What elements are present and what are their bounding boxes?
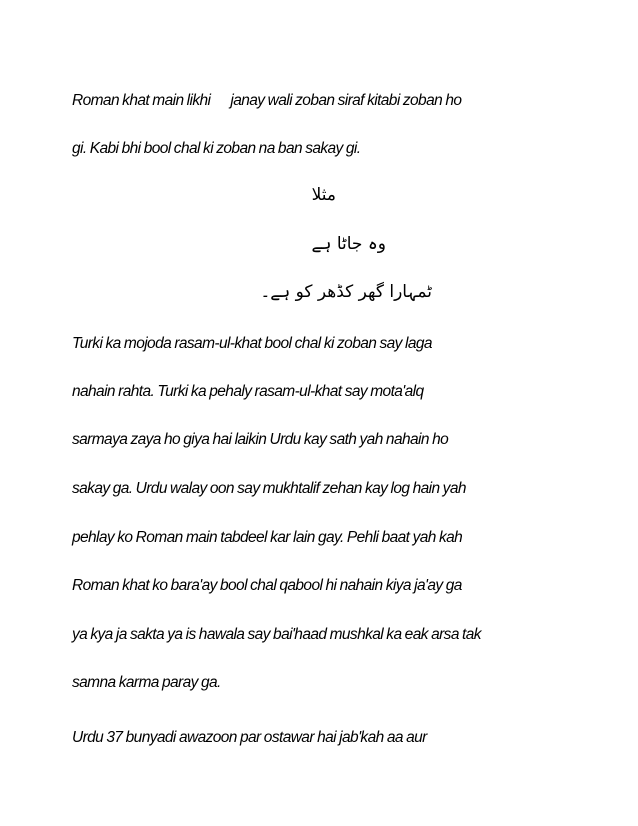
paragraph-3-line-1: Urdu 37 bunyadi awazoon par ostawar hai jab'kah aa aur bbox=[72, 729, 427, 746]
paragraph-2-line-7: ya kya ja sakta ya is hawala say bai'haad mushkal ka eak arsa tak bbox=[72, 626, 481, 643]
paragraph-1-line-2: gi. Kabi bhi bool chal ki zoban na ban sakay gi. bbox=[72, 140, 361, 157]
urdu-example-line-1 bbox=[312, 233, 387, 255]
paragraph-2-line-2: nahain rahta. Turki ka pehaly rasam-ul-khat say mota'alq bbox=[72, 383, 424, 400]
paragraph-2-line-4: sakay ga. Urdu walay oon say mukhtalif zehan kay log hain yah bbox=[72, 480, 466, 497]
paragraph-1-line-1a: Roman khat main likhi bbox=[72, 92, 211, 109]
urdu-heading-text: مثلا bbox=[311, 185, 336, 205]
paragraph-2-line-3: sarmaya zaya ho giya hai laikin Urdu kay sath yah nahain ho bbox=[72, 431, 449, 448]
paragraph-2-line-1: Turki ka mojoda rasam-ul-khat bool chal ki zoban say laga bbox=[72, 335, 432, 352]
urdu-example-heading bbox=[312, 184, 336, 206]
urdu-line-1-text: وہ جاٹا ہے bbox=[311, 234, 386, 254]
urdu-example-line-2 bbox=[260, 281, 432, 303]
urdu-line-2-text: ٹمہارا گھر کڈھر کو ہے۔ bbox=[260, 282, 432, 302]
paragraph-1-line-1 bbox=[72, 91, 461, 111]
paragraph-2-line-8: samna karma paray ga. bbox=[72, 674, 221, 691]
paragraph-1-line-1b: janay wali zoban siraf kitabi zoban ho bbox=[230, 92, 462, 109]
paragraph-2-line-5: pehlay ko Roman main tabdeel kar lain gay. Pehli baat yah kah bbox=[72, 529, 463, 546]
paragraph-2-line-6: Roman khat ko bara'ay bool chal qabool hi nahain kiya ja'ay ga bbox=[72, 577, 462, 594]
